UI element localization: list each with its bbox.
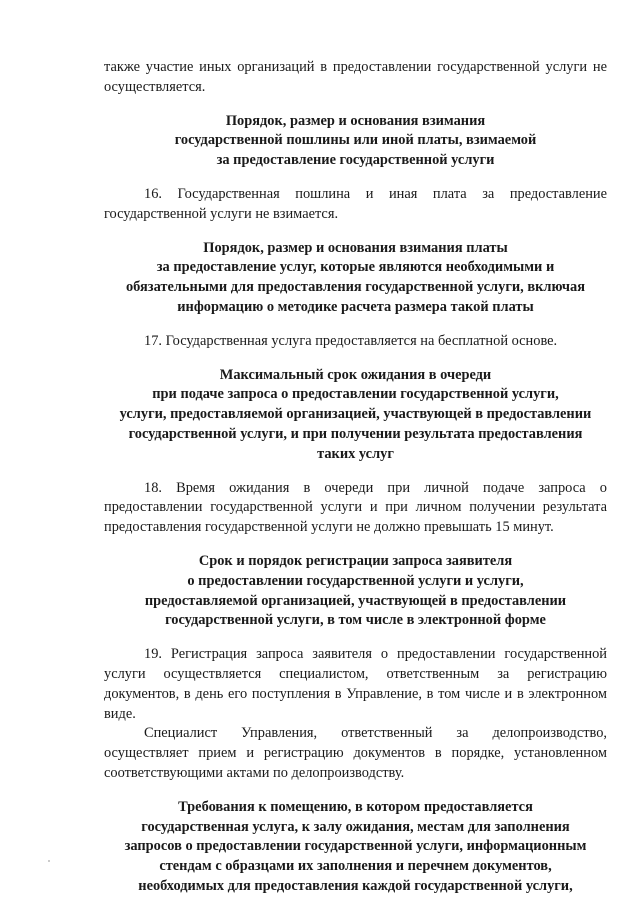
heading-line: при подаче запроса о предоставлении государственной услуги, — [152, 386, 559, 403]
heading-line: государственной услуги, в том числе в электронной форме — [165, 612, 546, 629]
document-body — [104, 58, 607, 897]
heading-line: о предоставлении государственной услуги и услуги, — [187, 572, 524, 589]
paragraph-16: 16. Государственная пошлина и иная плата за предоставление государственной услуги не взимается. — [104, 185, 607, 222]
heading-line: Требования к помещению, в котором предоставляется — [178, 798, 533, 815]
heading-premises-requirements — [104, 798, 607, 897]
scan-speck — [48, 860, 50, 862]
heading-line: запросов о предоставлении государственной услуги, информационным — [124, 838, 587, 855]
paragraph-17: 17. Государственная услуга предоставляется на бесплатной основе. — [144, 332, 558, 349]
heading-line: за предоставление государственной услуги — [216, 152, 495, 169]
heading-payment-order — [104, 239, 607, 318]
paragraph-18: 18. Время ожидания в очереди при личной подаче запроса о предоставлении государственной услуги и при личном получении результата предоставления государственной услуги не должно превышать 15 минут. — [104, 479, 607, 536]
heading-line: услуги, предоставляемой организацией, участвующей в предоставлении — [119, 406, 592, 423]
heading-line: обязательными для предоставления государственной услуги, включая — [125, 279, 586, 296]
heading-line: Порядок, размер и основания взимания платы — [203, 239, 508, 256]
heading-line: предоставляемой организацией, участвующей в предоставлении — [144, 592, 567, 609]
heading-fee-order — [104, 112, 607, 171]
heading-line: государственной услуги, и при получении результата предоставления — [128, 425, 583, 442]
heading-line: необходимых для предоставления каждой государственной услуги, — [138, 877, 573, 894]
heading-line: стендам с образцами их заполнения и перечнем документов, — [159, 858, 552, 875]
heading-registration — [104, 552, 607, 631]
intro-paragraph: также участие иных организаций в предоставлении государственной услуги не осуществляется. — [104, 59, 607, 95]
heading-line: Порядок, размер и основания взимания — [225, 112, 486, 129]
heading-line: таких услуг — [317, 445, 394, 462]
paragraph-19: 19. Регистрация запроса заявителя о предоставлении государственной услуги осуществляется специалистом, ответственным за регистрацию документов, в день его поступления в Управление, в том числе и в электронном виде. — [104, 646, 607, 722]
paragraph-19-continued: Специалист Управления, ответственный за делопроизводство, осуществляет прием и регистрацию документов в порядке, установленном соответствующими актами по делопроизводству. — [104, 725, 607, 781]
heading-line: Максимальный срок ожидания в очереди — [219, 366, 492, 383]
heading-max-wait — [104, 366, 607, 465]
heading-line: государственной пошлины или иной платы, взимаемой — [174, 132, 537, 149]
heading-line: государственная услуга, к залу ожидания, местам для заполнения — [141, 818, 570, 835]
heading-line: информацию о методике расчета размера такой платы — [177, 298, 534, 315]
heading-line: Срок и порядок регистрации запроса заявителя — [198, 552, 513, 569]
heading-line: за предоставление услуг, которые являются необходимыми и — [156, 259, 555, 276]
